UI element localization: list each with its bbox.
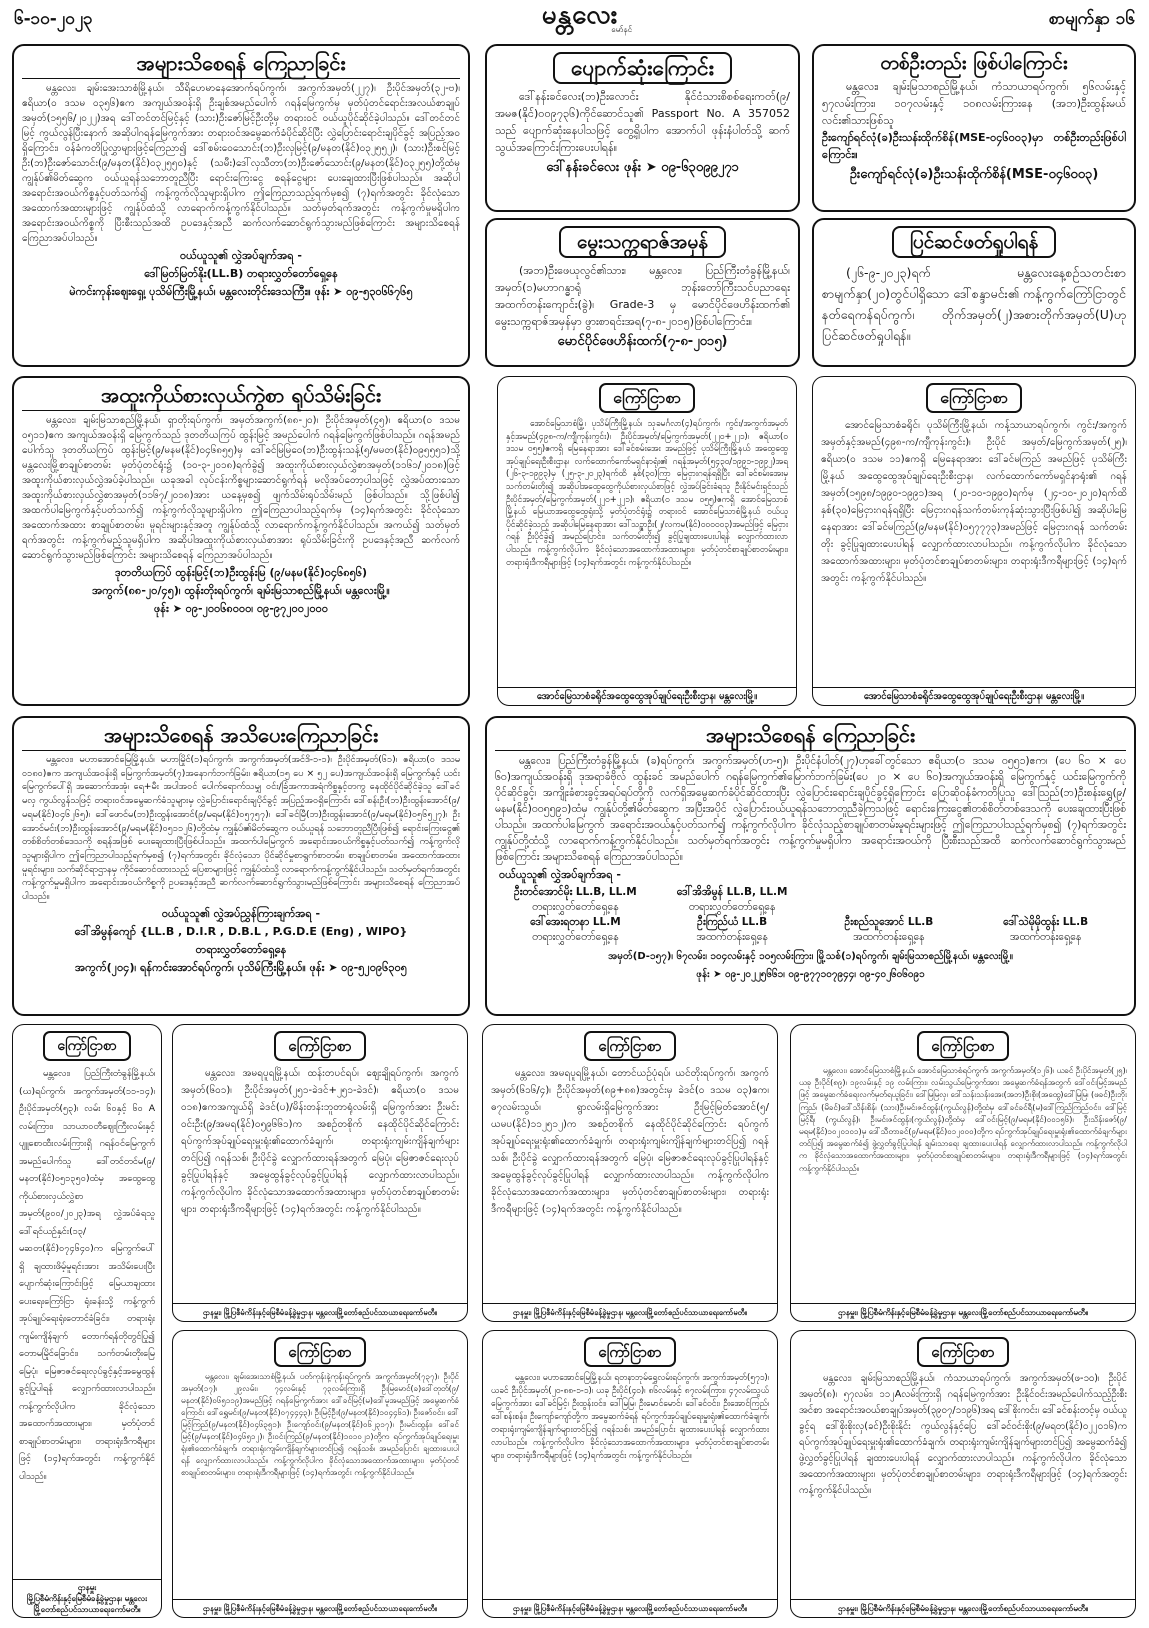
notice-body: မန္တလေး၊ မဟာအောင်မြေမြို့နယ်၊ ရတနာဘုမ်ရွှေလမ်းရပ်ကွက်၊ အကွက်အမှတ်(၅၇၁)၊ ယခင် ဦးပိုင်အမှတ်(၂၀-၈၈-၁-၁)၊ ယခု ဦးပိုင်(၄၀)၊ ၈၆လမ်းနှင့် ၈၇လမ်းကြား၊ ၄၇လမ်းသွယ်မြေကွက်အား ဒေါ်ခင်မြင့်၊ ဦးထွန်းဝင်း၊ ဒေါ်မြမြ၊ ဦးမောင်မောင်၊ ဒေါ်ခင်ဝင်း၊ ဦးအောင်ကြည်၊ ဒေါ်စန်းစန်း၊ ဦးကျော်ကျော်တို့က အမွေဆက်ခံရန် ရပ်ကွက်အုပ်ချုပ်ရေးမှူးရုံး၏ထောက်ခံချက်၊ တရားရုံးကျမ်းကျိန်ချက်များတင်ပြ၍ ဂရန်သစ်၊ အမည်ပြောင်း ချထားပေးပါရန် လျှောက်ထားလာပါသည်။ ကန့်ကွက်လိုပါက ခိုင်လုံသောအထောက်အထားများ၊ မှတ်ပုံတင်စာချုပ်စာတမ်းများ၊ တရားရုံးဒီကရီများဖြင့် (၁၄)ရက်အတွင်း ကန့်ကွက်နိုင်ပါသည်။ — [491, 1372, 769, 1460]
lawyer-entry — [811, 885, 968, 915]
notice-advertisement-e2 — [172, 1330, 468, 1618]
notice-body: မန္တလေး၊ ပြည်ကြီးတံခွန်မြို့နယ်၊ (ခ)ရပ်ကွက်၊ အကွက်အမှတ်(ဟ-၅)၊ ဦးပိုင်နံပါတ်(၂၇)ဟုခေါ်တွင်သော ဧရိယာ(၀ ဒသမ ၀၅၅၁)ဧက၊ (ပေ ၆၀ × ပေ ၆၀)အကျယ်အဝန်းရှိ ဒုအရာခံဗိုလ် ထွန်းခင် အမည်ပေါက် ဂရန်မြေကွက်၏မြောက်ဘက်ခြမ်း(ပေ ၂၀ × ပေ ၆၀)အကျယ်အဝန်းရှိ မြေကွက်နှင့် ယင်းမြေကွက်ကိုပိုင်ဆိုင်ခွင့်၊ အကျိုးခံစားခွင့်အရပ်ရပ်တို့ကို လက်ရှိအမွေဆက်ခံပိုင်ဆိုင်ထားပြီး လွှဲပြောင်းရောင်းချပိုင်ခွင့်ရှိကြောင်း ပြောဆိုဝန်ခံကတိပြုသူ ဒေါ်သြည်(ဘ)ဦးစန်းရွှေ(၉/မနမ(နိုင်)၀၀၅၅၉၁)ထံမှ ကျွန်ုပ်တို့၏မိတ်ဆွေက အပြီးအပိုင် လွှဲပြောင်းဝယ်ယူရန်သဘောတူညီခဲ့ကြသဖြင့် ရောင်းကြေးငွေ၏တစ်စိတ်တစ်ဒေသကို ပေးချေထားပြီးဖြစ်ပါသည်။ အထက်ပါမြေကွက် အရောင်းအဝယ်နှင့်ပတ်သက်၍ ကန့်ကွက်လိုပါက ခိုင်လုံသည့်စာချုပ်စာတမ်းမူရင်းများဖြင့် ဤကြေညာပါသည့်ရက်မှစ၍ (၇)ရက်အတွင်း ကျွန်ုပ်တို့ထံသို့ လာရောက်ကန့်ကွက်နိုင်ပါသည်။ သတ်မှတ်ရက်အတွင်း ကန့်ကွက်မှုမရှိပါက အရောင်းအဝယ်ကို ပြီးစီးသည်အထိ ဆက်လက်ဆောင်ရွက်သွားမည်ဖြစ်ကြောင်း အများသိစေရန် ကြေညာအပ်ပါသည်။ — [495, 755, 1126, 863]
notice-title: မွေးသက္ကရာဇ်အမှန် — [559, 226, 726, 258]
lawyer-address: မဲကင်းကုန်းဈေးရှေ့၊ ပုသိမ်ကြီးမြို့နယ်၊ မန္တလေးတိုင်းဒေသကြီး။ ဖုန်း ➤ ၀၉-၅၃၀၆၆၇၆၅ — [69, 285, 413, 298]
signature-line: ဝယ်ယူသူ၏ လွှဲအပ်ချက်အရ - — [499, 868, 621, 881]
notice-body: ဒေါ်နန်းခင်လေး(ဘ)ဦးလောင်း နိုင်ငံသားစိစစ်ရေးကတ်(၉/အမဇ(နိုင်)၀၀၉၇၃၆)ကိုင်ဆောင်သူ၏ Passport No. A 357052 သည် ပျောက်ဆုံးနေပါသဖြင့် တွေ့ရှိပါက အောက်ပါ ဖုန်းနံပါတ်သို့ ဆက်သွယ်အကြောင်းကြားပေးပါရန်။ — [495, 90, 790, 154]
notice-public-announcement-3 — [485, 716, 1136, 1016]
notice-body: (၂၆-၉-၂၀၂၃)ရက် မန္တလေးနေ့စဉ်သတင်းစာ စာမျက်နှာ(၂၀)တွင်ပါရှိသော ဒေါ်စန္ဒာမင်း၏ ကန့်ကွက်ကြော်ငြာတွင် နတ်ရေကန်ရပ်ကွက်၊ တိုက်အမှတ်(၂)အစားတိုက်အမှတ်(U)ဟု ပြင်ဆင်ဖတ်ရှုပါရန်။ — [822, 265, 1126, 343]
notice-correction — [812, 218, 1136, 367]
lawyer-entry: ဒေါ်သဲမိုမိုထွန်း LL.B အထက်တန်းရှေ့နေ — [1003, 916, 1089, 943]
notice-public-announcement-1 — [12, 44, 470, 367]
lawyer-entry: ဒေါ်အိအိမွန် LL.B, LL.M တရားလွှတ်တော်ရှေ့နေ — [676, 886, 788, 913]
lawyer-name: ဒေါ်အိမွန်ကျော် {LL.B , D.I.R , D.B.L , P.G.D.E (Eng) , WIPO} — [74, 924, 408, 938]
signature-line: ဝယ်ယူသူ၏ လွှဲအပ်ချက်အရ - — [180, 249, 302, 262]
notice-advertisement-e3 — [482, 1330, 778, 1618]
page-number: စာမျက်နှာ ၁၆ — [1048, 9, 1135, 29]
notice-title: ပျောက်ဆုံးကြောင်း — [553, 52, 732, 84]
notice-title: ကြော်ငြာစာ — [917, 1337, 1008, 1367]
notice-lost-passport — [485, 44, 800, 212]
notice-title: အများသိစေရန် ကြေညာခြင်း — [705, 723, 915, 747]
notice-advertisement-d2 — [172, 1024, 468, 1322]
notice-advertisement-d1 — [12, 1024, 162, 1618]
notice-title: ကြော်ငြာစာ — [926, 383, 1022, 413]
divider — [22, 750, 460, 751]
lawyer-entry: ဦးတင်အောင်မိုး LL.B, LL.M တရားလွှတ်တော်ရှေ့နေ — [513, 886, 637, 913]
notice-body: မန္တလေး၊ ချမ်းအေးသာစံမြို့နယ်၊ သီရိဟေမာနေအောက်ရပ်ကွက်၊ အကွက်အမှတ်(၂၂၇)၊ ဦးပိုင်အမှတ်(၃၂-ဗ)၊ ဧရိယာ(၀ ဒသမ ၀၃၅၆)ဧက အကျယ်အဝန်းရှိ ဦးချစ်အမည်ပေါက် ဂရန်မြေကွက်မှ မှတ်ပုံတင်ရောင်းအလယ်စာချုပ်အမှတ်(၁၅၅၆/၂၀၂၂)အရ ဒေါ်တင်တင်မြင့်နှင့် (သား)ဦးဇော်မြင့်ဦးတို့မှ တရားဝင် ဝယ်ယူပိုင်ဆိုင်ခဲ့ပါသည်။ ဒေါ်တင်တင်မြင့် ကွယ်လွန်ပြီးနောက် အဆိုပါဂရန်မြေကွက်အား တရားဝင်အမွေဆက်ခံပိုင်ဆိုင်ပြီး လွှဲပြောင်းရောင်းချပိုင်ခွင့် အပြည့်အဝရှိကြောင်း၊ ဝန်ခံကတိပြုလွှာများဖြင့်ကြေညာ၍ ဒေါ်စမ်းဝေသောင်း(ဘ)ဦးလှမြင့်(၉/မနတ(နိုင်)၀၃၂၅၅၂)၊ (သား)ဦးစင်မြင့်ဦး(ဘ)ဦးဇော်သောင်း(၉/မနတ(နိုင်)၀၃၂၅၅၀)နှင့် (သမီး)ဒေါ်လှသီတာ(ဘ)ဦးဇော်သောင်း(၉/မနတ(နိုင်)၀၃၂၅၅)တို့ထံမှ ကျွန်ုပ်၏မိတ်ဆွေက ဝယ်ယူရန်သဘောတူညီပြီး ရောင်းကြေးငွေ စရန်ငွေများ ပေးချေထားပြီးဖြစ်ပါသည်။ အဆိုပါအရောင်းအဝယ်ကိစ္စနှင့်ပတ်သက်၍ ကန့်ကွက်လိုသူများရှိပါက ဤကြေညာသည့်ရက်မှစ၍ (၇)ရက်အတွင်း ခိုင်လုံသောအထောက်အထားများဖြင့် ကျွန်ုပ်ထံသို့ လာရောက်ကန့်ကွက်နိုင်ပါသည်။ သတ်မှတ်ရက်အတွင်း ကန့်ကွက်မှုမရှိပါက အရောင်းအဝယ်ကိစ္စကို ပြီးစီးသည်အထိ ဥပဒေနှင့်အညီ ဆက်လက်ဆောင်ရွက်သွားမည်ဖြစ်ကြောင်း အများသိစေရန် ကြေညာအပ်ပါသည်။ — [22, 83, 460, 244]
notice-footer: ဌာနမှူး၊ မြို့ပြစီမံကိန်းနှင့်မြေစီမံခန့်ခွဲမှုဌာန၊ မန္တလေးမြို့တော်စည်ပင်သာယာရေးကော်မတီ။ — [173, 1599, 467, 1617]
page-header — [10, 0, 1139, 42]
notice-footer: အောင်မြေသာစံခရိုင်အထွေထွေအုပ်ချုပ်ရေးဦးစီးဌာန၊ မန္တလေးမြို့။ — [813, 687, 1135, 705]
notice-revoke-power-of-attorney — [12, 376, 470, 706]
notice-body: အောင်မြေသာစံခရိုင်၊ ပုသိမ်ကြီးမြို့နယ်၊ ကန့်သာယာရပ်ကွက်၊ ကွင်း/အကွက်အမှတ်နှင့်အမည်(၄၉၈-က/ကျီကုန်းကွင်း)၊ ဦးပိုင် အမှတ်/မြေကွက်အမှတ်(၂၅)၊ ဧရိယာ(၀ ဒသမ ၁၁)ဧကရှိ မြေနေရာအား ဒေါ်ခင်မကြည် အမည်ဖြင့် ပုသိမ်ကြီးမြို့နယ် အထွေထွေအုပ်ချုပ်ရေးဦးစီးဌာန၊ လက်ထောက်ကော်မရှင်နာရုံး၏ ဂရန်အမှတ်(၁၅၉၈/၁၉၉၀-၁၉၉၁)အရ (၂၀-၁၀-၁၉၉၀)ရက်မှ (၂၄-၁၀-၂၀၂၀)ရက်ထိ နှစ်(၃၀)မြေငှားဂရန်ရရှိပြီး မြေငှားဂရန်သက်တမ်းကုန်ဆုံးသွားပြီးဖြစ်ပါ၍ အဆိုပါမြေနေရာအား ဒေါ်ခင်မကြည်(၉/မနမ(နိုင်)၀၅၇၇၇၃)အမည်ဖြင့် မြေငှားဂရန် သက်တမ်းတိုး ခွင့်ပြုချထားပေးပါရန် လျှောက်ထားလာပါသည်။ ကန့်ကွက်လိုပါက ခိုင်လုံသောအထောက်အထားများ၊ မှတ်ပုံတင်စာချုပ်စာတမ်းများ၊ တရားရုံးဒီကရီများဖြင့် (၁၄)ရက်အတွင်း ကန့်ကွက်နိုင်ပါသည်။ — [821, 420, 1127, 584]
lawyer-phone: ဖုန်း ➤ ၀၉-၂၀၂၂၅၆၆၁၊ ၀၉-၉၇၇၁၀၇၉၄၄၊ ၀၉-၄၀၂၆၀၆၀၉၁ — [696, 969, 925, 980]
notice-title: ပြင်ဆင်ဖတ်ရှုပါရန် — [892, 226, 1057, 258]
notice-body: မန္တလေး၊ အောင်မြေသာစံမြို့နယ်၊ အောင်မြေသာစံရပ်ကွက်၊ အကွက်အမှတ်(၁၂၆)၊ ယခင် ဦးပိုင်အမှတ်(၂၅)၊ ယခု ဦးပိုင်(၈၉)၊ ၁၉လမ်းနှင့် ၁၉ လမ်းကြား၊ လမ်းသွယ်မြေကွက်အား အမွေဆက်ခံရန်အတွက် ဒေါ်ဝင်းမြင့်အမည်ဖြင့် အမွေဆက်ခံရေးလက်မှတ်ရယူခြင်း၊ ဒေါ်မြမြလှ၊ ဒေါ်သန်းသန်းအေး(အဘ)ဦးစိုး(အထွေ)ဒေါ်မြမြ၊ (ဖခင်)ဦးဘိုးကြည်၊ (မိခင်)ဒေါ်သိန်းစိန်၊ (သား)ဦးမင်းဇင်ထွန်း(ကွယ်လွန်)တို့ထံမှ ဒေါ်ခင်ခင်ရီ(မ)ဒေါ်ကြည်ကြည်ဝင်း၊ ဒေါ်မြင့်မြင့်ရီ၊ (ကွယ်လွန်)၊ ဦးမင်းဇင်ထွန်း(ကွယ်လွန်)တို့ထံမှ ဒေါ်ဝင်းမြင့်(၉/မရမ(နိုင်)၀၀၁၅၆)၊ ဦးသိန်းဇော်(၉/မရမ(နိုင်)၁၀၂၀၁၀၁)မှ ဒေါ်သီတာခင်(၉/မရမ(နိုင်)၀၁၂၀၀၀)တို့က ရပ်ကွက်အုပ်ချုပ်ရေးမှူးရုံး၏ထောက်ခံချက်များတင်ပြ၍ အမွေဆက်ခံ၍ ဖွဲ့လွှတ်ခွင့်ပြုပါရန် ချမ်းသာရေး ချထားပေးပါရန် လျှောက်ထားလာပါသည်။ ကန့်ကွက်လိုပါက ခိုင်လုံသောအထောက်အထားများ၊ မှတ်ပုံတင်စာချုပ်စာတမ်းများ၊ တရားရုံးဒီကရီများဖြင့် (၁၄)ရက်အတွင်း ကန့်ကွက်နိုင်ပါသည်။ — [799, 1066, 1127, 1173]
notice-body: မန္တလေး၊ အမရပူရမြို့နယ်၊ တောင်ယဉ်ပုံရပ်၊ ယင်တိုးရပ်ကွက်၊ အကွက်အမှတ်(၆၁၆/၄)၊ ဦးပိုင်အမှတ်(၈၉+၈၈)အတွင်းမှ ခဲဒင်(၀ ဒသမ ၀၃)ဧက၊ ဓ၇လမ်းသွယ်၊ ရွာလမ်းရှိမြေကွက်အား ဦးမြင့်မြတ်အောင်(၅/ယမပ(နိုင်)၁၁၂၅၁၂)က အစဉ်တစိုက် နေထိုင်ပိုင်ဆိုင်ကြောင်း ရပ်ကွက်အုပ်ချုပ်ရေးမှူးရုံး၏ထောက်ခံချက်၊ တရားရုံးကျမ်းကျိန်ချက်များတင်ပြ၍ ဂရန်သစ်၊ ဦးပိုင်ခွဲ လျှောက်ထားရန်အတွက် မြေပုံ၊ မြေဇာဇင်ရေးလုပ်ခွင့်ပြုပါရန်နှင့် အမွေထွန်ခွင့်လုပ်ခွင့်ပြုပါရန် လျှောက်ထားလာပါသည်။ ကန့်ကွက်လိုပါက ခိုင်လုံသောအထောက်အထားများ၊ မှတ်ပုံတင်စာချုပ်စာတမ်းများ၊ တရားရုံးဒီကရီများဖြင့် (၁၄)ရက်အတွင်း ကန့်ကွက်နိုင်ပါသည်။ — [491, 1068, 769, 1215]
notice-title: ကြော်ငြာစာ — [599, 383, 695, 413]
signature-name: ဒုတတိယကြပ် ထွန်းမြင့်(ဘ)ဦးထွန်းမြ (၉/မနမ(နိုင်)၀၄၆၈၅၆) — [114, 566, 368, 579]
notice-title: ကြော်ငြာစာ — [43, 1031, 130, 1061]
notice-same-person — [812, 44, 1136, 212]
lawyer-entry — [967, 885, 1124, 915]
notice-advertisement-b3 — [812, 376, 1136, 706]
lawyer-name: ဒေါ်မြတ်မြတ်နိုး(LL.B) တရားလွှတ်တော်ရှေ့နေ — [144, 267, 338, 280]
divider — [22, 410, 460, 411]
notice-body: (အဘ)ဦးဖေယုလွင်၏သား၊ မန္တလေး၊ ပြည်ကြီးတံခွန်မြို့နယ်၊ အမှတ်(၁)မဟာဂန္ဓာရုံ ဘုန်းတော်ကြီးသင်ပညာရေး အထက်တန်းကျောင်း(ခွဲ)၊ Grade-3 မှ မောင်ပိုင်ဖေဟိန်းထက်၏ မွေးသက္ကရာဇ်အမှန်မှာ ဖွားစာရင်းအရ(၇-၈-၂၀၁၅)ဖြစ်ပါကြောင်း။ — [495, 264, 790, 328]
notice-body: မန္တလေး၊ ပြည်ကြီးတံခွန်မြို့နယ်၊ (ဃ)ရပ်ကွက်၊ အကွက်အမှတ်(၁၁-၁၄)၊ ဦးပိုင်အမှတ်(၅၃)၊ လမ်း ၆၀နှင့် ၆၀ A လမ်းကြား၊ သာယာဝတီဈေးကြီးလမ်းနှင့် ပျူစောထီးလမ်းကြားရှိ ဂရန်ဝင်မြေကွက်အမည်ပေါက်သူ ဒေါ်တင်တင်မ(၉/မနတ(နိုင်)၀၅၁၃၅၀)ထံမှ အထွေထွေကိုယ်စားလှယ်လွှဲစာအမှတ်(၉၀၀/၂၀၂၃)အရ လွှဲအပ်ခံရသူ ဒေါ်ရင်ယဉ်နှင်း(၁၃/မဆတ(နိုင်)၀၇၄၆၄၀)က မြေကွက်ပေါ်ရှိ ချထားဖိမ့်မူရင်းအား အသိမ်းပေးပြီး ပျောက်ဆုံးကြောင်းဖြင့် မြေယာချထားပေးရေးကြော်ငြာ ရုံးခန်းသို့ ကန့်ကွက်အုပ်ချုပ်ရေးရုံးတောင်ခံခြင်း၊ တရားရုံးကျမ်းကျိန်ချက် တောက်ရန်တိုတွင်ပြု၍ တောမမြိုင်ခြောင်း၊ သက်တမ်းတိုးမြေ မြေပုံ၊ မြေဇာဇင်ရေးလုပ်ခွင့်နှင့်အမွေထွန်ခွင့်ပြုပါရန် လျှောက်ထားလာပါသည်။ ကန့်ကွက်လိုပါက ခိုင်လုံသောအထောက်အထားများ၊ မှတ်ပုံတင်စာချုပ်စာတမ်းများ၊ တရားရုံးဒီကရီများဖြင့် (၁၄)ရက်အတွင်း ကန့်ကွက်နိုင်ပါသည်။ — [19, 1068, 155, 1482]
signature-line: ဦးကျော်ရင်လုံ(ခ)ဦးသန်းထိုက်စိန်(MSE-၀၄၆၀၀၃) — [849, 167, 1099, 182]
notice-title: ကြော်ငြာစာ — [584, 1031, 675, 1061]
lawyer-entry: ဦးစည်သူအောင် LL.B အထက်တန်းရှေ့နေ — [844, 916, 934, 943]
lawyer-address: အမှတ်(D-၁၅၇)၊ ၆၇လမ်း၊ ၁၀၄လမ်းနှင့် ၁၀၅လမ်းကြား၊ မြို့သစ်(၁)ရပ်ကွက်၊ ချမ်းမြသာစည်မြို့နယ်၊ မန္တလေးမြို့။ — [608, 951, 1013, 962]
notice-title: ကြော်ငြာစာ — [917, 1031, 1008, 1061]
notice-body: မန္တလေး၊ ချမ်းမြသာစည်မြို့နယ်၊ ကံသာယာရပ်ကွက်၊ အကွက်အမှတ်(ဖ-၁၀)၊ ဦးပိုင်အမှတ်(၈)၊ ၅၇လမ်း၊ ၁၁၂Aလမ်းကြားရှိ ဂရန်မြေကွက်အား ဦးနိုင်ဝင်းအမည်ပေါက်သည့်ဦးစီးအင်စာ အရောင်းအဝယ်စာချုပ်အမှတ်(၃၉၀၇/၁၁၉၆)အရ ဒေါ်စိုးကင်း၊ ဒေါ်ခင်စန်းတင့်မှ ဝယ်ယူခွင့်ရ ဒေါ်စိုးစိုးလှ(ခင်)ဦးစိုးနိုင်း ကွယ်လွန်နှင့်ပြေ ဒေါ်ခင်ဝင်းစိုး(၉/မရတ(နိုင်)၀၂၂၀၁၆)က ရပ်ကွက်အုပ်ချုပ်ရေးမှူးရုံး၏ထောက်ခံချက်၊ တရားရုံးကျမ်းကျိန်ချက်များတင်ပြ၍ အမွေဆက်ခံ၍ ဖွဲ့လွှတ်ခွင့်ပြုပါရန် ချထားပေးပါရန် လျှောက်ထားလာပါသည်။ ကန့်ကွက်လိုပါက ခိုင်လုံသောအထောက်အထားများ၊ မှတ်ပုံတင်စာချုပ်စာတမ်းများ၊ တရားရုံးဒီကရီများဖြင့် (၁၄)ရက်အတွင်း ကန့်ကွက်နိုင်ပါသည်။ — [799, 1373, 1127, 1496]
notice-footer: ဌာနမှူး၊ မြို့ပြစီမံကိန်းနှင့်မြေစီမံခန့်ခွဲမှုဌာန၊ မန္တလေးမြို့တော်စည်ပင်သာယာရေးကော်မတီ။ — [173, 1303, 467, 1321]
masthead-logo — [510, 0, 650, 40]
notice-title: အများသိစေရန် ကြေညာခြင်း — [136, 51, 346, 75]
contact-line: ဒေါ်နန်းခင်လေး ဖုန်း ➤ ၀၉-၆၃၀၉၉၂၇၁ — [546, 160, 739, 175]
notice-advertisement-b2 — [497, 376, 797, 706]
notice-advertisement-d3 — [482, 1024, 778, 1322]
notice-birth-date — [485, 218, 800, 367]
notice-title: ကြော်ငြာစာ — [584, 1337, 675, 1367]
notice-body: မန္တလေး၊ မဟာအောင်မြေမြို့နယ်၊ မဟာမြိုင်(၁)ရပ်ကွက်၊ အကွက်အမှတ်(အင်ဒိ-၁-၁)၊ ဦးပိုင်အမှတ်(၆၁)၊ ဧရိယာ(၀ ဒသမ ၀၁၈၀)ဧက အကျယ်အဝန်းရှိ မြေကွက်အမှတ်(၇)အနောက်ဘက်ခြမ်း၊ ဧရိယာ(၁၅ ပေ × ၅၂ ပေ)အကျယ်အဝန်းရှိ မြေကွက်နှင့် ယင်းမြေကွက်ပေါ်ရှိ အဆောက်အအုံ၊ ရေ+မီး အပါအဝင် ပေါက်ရောက်သမျှ ဝင်း/ခြံအကာအရံကိစ္စနှင့်တကွ နေထိုင်ပိုင်ဆိုင်ခဲ့သူ ဒေါ်ခင်မလှ ကွယ်လွန်သဖြင့် တရားဝင်အမွေဆက်ခံသူများမှ လွှဲပြောင်းရောင်းချပိုင်ခွင့် အပြည့်အဝရှိကြောင်း ဒေါ်စန်းဦး(ဘ)ဦးထွန်းအောင်(၉/မရမ(နိုင်)၀၄၆၂၆၅)၊ ဒေါ်ဖောင်မ(ဘ)ဦးထွန်းအောင်(၉/မရမ(နိုင်)၀၅၇၅၇)၊ ဒေါ်ခင်မြီ(ဘ)ဦးထွန်းအောင်(၉/မရမ(နိုင်)၀၅၆၅၂၇)၊ ဦးအောင်မင်း(ဘ)ဦးထွန်းအောင်(၉/မရမ(နိုင်)၀၅၁၁၂၆)တို့ထံမှ ကျွန်ုပ်၏မိတ်ဆွေက ဝယ်ယူရန် သဘောတူညီပြီးဖြစ်၍ ရောင်းကြေးငွေ၏ တစ်စိတ်တစ်ဒေသကို စရန်အဖြစ် ပေးချေထားပြီးဖြစ်ပါသည်။ အထက်ပါမြေကွက် အရောင်းအဝယ်ကိစ္စနှင့်ပတ်သက်၍ ကန့်ကွက်လိုသူများရှိပါက ဤကြေညာပါသည့်ရက်မှစ၍ (၇)ရက်အတွင်း ခိုင်လုံသော ပိုင်ဆိုင်မှုစာရွက်စာတမ်း၊ စာချုပ်စာတမ်း၊ အထောက်အထားမူရင်းများ၊ သက်ဆိုင်ရာဌာနမှ ကိုင်ဆောင်ထားသည့် ပြေစာများဖြင့် ကျွန်ုပ်ထံသို့ လာရောက်ကန့်ကွက်နိုင်ပါသည်။ သတ်မှတ်ရက်အတွင်း ကန့်ကွက်မှုမရှိပါက အရောင်းအဝယ်ကိစ္စကို ဥပဒေနှင့်အညီ ဆက်လက်ဆောင်ရွက်သွားမည်ဖြစ်ကြောင်း အများသိစေရန် ကြေညာအပ်ပါသည်။ — [22, 754, 461, 903]
notice-footer: ဌာနမှူး မြို့ပြစီမံကိန်းနှင့်မြေစီမံခန့်ခွဲမှုဌာန၊ မန္တလေးမြို့တော်စည်ပင်သာယာရေးကော်မတီ။ — [13, 1579, 161, 1617]
notice-body: မန္တလေး၊ အမရပူရမြို့နယ်၊ ထန်းတပင်ရပ်၊ ဈေးချိုရပ်ကွက်၊ အကွက်အမှတ်(၆၀၁)၊ ဦးပိုင်အမှတ်(၂၅၁-ခဲဒင်+၂၅၁-ခဲဒင်)၊ ဧရိယာ(၀ ဒသမ ၀၁၈)ဧကအကျယ်ရှိ ခဲဒင်(ပ)/မိန်းတန်းဘူတာရုံလမ်းရှိ မြေကွက်အား ဦးမင်းဝင်းဦး(၉/အမရ(နိုင်)၀၅၉၆၆၁)က အစဉ်တစိုက် နေထိုင်ပိုင်ဆိုင်ကြောင်း ရပ်ကွက်အုပ်ချုပ်ရေးမှူးရုံး၏ထောက်ခံချက်၊ တရားရုံးကျမ်းကျိန်ချက်များတင်ပြ၍ ဂရန်သစ်၊ ဦးပိုင်ခွဲ လျှောက်ထားရန်အတွက် မြေပုံ၊ မြေဇာဇင်ရေးလုပ်ခွင့်ပြုပါရန်နှင့် အမွေထွန်ခွင့်လုပ်ခွင့်ပြုပါရန် လျှောက်ထားလာပါသည်။ ကန့်ကွက်လိုပါက ခိုင်လုံသောအထောက်အထားများ၊ မှတ်ပုံတင်စာချုပ်စာတမ်းများ၊ တရားရုံးဒီကရီများဖြင့် (၁၄)ရက်အတွင်း ကန့်ကွက်နိုင်ပါသည်။ — [181, 1068, 459, 1215]
masthead-title: မန္တလေး — [541, 0, 619, 30]
notice-title: တစ်ဦးတည်း ဖြစ်ပါကြောင်း — [880, 52, 1068, 74]
notice-title: ကြော်ငြာစာ — [274, 1031, 365, 1061]
notice-advertisement-d4 — [790, 1024, 1136, 1322]
notice-highlight: ဦးကျော်ရင်လုံ(ခ)ဦးသန်းထိုက်စိန်(MSE-၀၄၆၀၀၃)မှာ တစ်ဦးတည်းဖြစ်ပါကြောင်း။ — [822, 131, 1126, 161]
divider — [22, 78, 460, 79]
signature-phone: ဖုန်း ➤ ၀၉-၂၀၀၆၈၀၀၀၊ ၀၉-၉၇၂၀၀၂၀၀၀ — [153, 602, 329, 615]
notice-body: မန္တလေး၊ ချမ်းအေးသာစံမြို့နယ်၊ ပတ်ကုန်းနဲ့ကုန်းရပ်ကွက်၊ အကွက်အမှတ်(၇၃၇)၊ ဦးပိုင်အမှတ်(၁၇)၊ ၂၉လမ်း၊ ၇၄လမ်းနှင့် ၇၃လမ်းကြားရှိ ဦးမြမောင်(ခ)ဒေါ်တုတ်(၉/မနတ(နိုင်)၀၆၅၁၁၉)အမည်ဖြင့် ဂရန်မြေကွက်အား ဒေါ်ခင်မြင့်(မ)ဒေါ်မူအမည်ဖြင့် အမွေဆက်ခံကြောင်း ဒေါ်ရွှေမင်း(၉/မနတ(နိုင်)၀၇၄၄၄၃)၊ ဦးမြင့်ဦး(၉/မနတ(နိုင်)၁၀၄၄၆၁)၊ ဦးဇော်ဝင်း၊ ဒေါ်မြင့်ကြည်(၉/မနတ(နိုင်)၀၄၆၃၅၁)၊ ဦးကျော်ဝင်း(၉/မနတ(နိုင်)၀၆၂၃၁၇)၊ ဦးမင်းထွန်း၊ ဒေါ်ခင်မြင့်(၉/မနတ(နိုင်)၀၄၆၅၁၂)၊ ဦးဝင်းကြည်(၉/မနတ(နိုင်)၁၀၁၀၂၁)တို့က ရပ်ကွက်အုပ်ချုပ်ရေးမှူးရုံး၏ထောက်ခံချက်၊ တရားရုံးကျမ်းကျိန်ချက်များတင်ပြ၍ ဂရန်သစ်၊ အမည်ပြောင်း ချထားပေးပါရန် လျှောက်ထားလာပါသည်။ ကန့်ကွက်လိုပါက ခိုင်လုံသောအထောက်အထားများ၊ မှတ်ပုံတင်စာချုပ်စာတမ်းများ၊ တရားရုံးဒီကရီများဖြင့် (၁၄)ရက်အတွင်း ကန့်ကွက်နိုင်ပါသည်။ — [181, 1372, 459, 1477]
lawyer-entry: ဦးကြည်ယံ LL.B အထက်တန်းရှေ့နေ — [696, 916, 768, 943]
lawyer-entry: ဒေါ်အေးရတနာ LL.M တရားလွှတ်တော်ရှေ့နေ — [530, 916, 621, 943]
notice-body: မန္တလေး၊ ချမ်းမြသာစည်မြို့နယ်၊ ကံသာယာရပ်ကွက်၊ ၅၆လမ်းနှင့် ၅၇လမ်းကြား၊ ၁၀၇လမ်းနှင့် ၁၀၈လမ်းကြားနေ (အဘ)ဦးထွန်းမယ်လင်း၏သားဖြစ်သူ — [822, 80, 1126, 127]
notice-public-announcement-2 — [12, 716, 470, 1016]
notice-footer: ဌာနမှူး၊ မြို့ပြစီမံကိန်းနှင့်မြေစီမံခန့်ခွဲမှုဌာန၊ မန္တလေးမြို့တော်စည်ပင်သာယာရေးကော်မတီ။ — [483, 1303, 777, 1321]
signature-address: အကွက်(၈၈-၂၀/၄၅)၊ ထွန်းတိုးရပ်ကွက်၊ ချမ်းမြသာစည်မြို့နယ်၊ မန္တလေးမြို့။ — [92, 584, 390, 597]
notice-footer: အောင်မြေသာစံခရိုင်အထွေထွေအုပ်ချုပ်ရေးဦးစီးဌာန၊ မန္တလေးမြို့။ — [498, 687, 796, 705]
lawyer-list — [487, 883, 1134, 947]
notice-footer: ဌာနမှူး၊ မြို့ပြစီမံကိန်းနှင့်မြေစီမံခန့်ခွဲမှုဌာန၊ မန္တလေးမြို့တော်စည်ပင်သာယာရေးကော်မတီ။ — [791, 1303, 1135, 1321]
notice-body: မန္တလေး၊ ချမ်းမြသာစည်မြို့နယ်၊ ရှာတိုးရပ်ကွက်၊ အမှတ်အကွက်(၈၈-၂၀)၊ ဦးပိုင်အမှတ်(၄၅)၊ ဧရိယာ(၀ ဒသမ ၀၅၁၁)ဧက အကျယ်အဝန်းရှိ မြေကွက်သည် ဒုတတိယကြပ် ထွန်းမြင့် အမည်ပေါက် ဂရန်မြေကွက်ဖြစ်ပါသည်။ ဂရန်အမည်ပေါက်သူ ဒုတတိယကြပ် ထွန်းမြင့်(၉/မနမ(နိုင်)၀၄၆၈၅၅)မှ ဒေါ်ခင်မြမြဝေ(ဘ)ဦးထွန်းသန့်(၅/မမတ(နိုင်)၀၉၅၅၅၁)သို့ မန္တလေးမြို့စာချုပ်စာတမ်း မှတ်ပုံတင်ရုံး၌ (၁၀-၃-၂၀၁၈)ရက်ခွဲ၍ အထူးကိုယ်စားလှယ်လွှဲစာအမှတ်(၁၁၆၁/၂၀၁၈)ဖြင့် အထူးကိုယ်စားလှယ်လွှဲအပ်ခဲ့ပါသည်။ ယခုအခါ လုပ်ငန်းကိစ္စများဆောင်ရွက်ရန် မလိုအပ်တော့ပါသဖြင့် လွှဲအပ်ထားသော အထူးကိုယ်စားလှယ်လွှဲစာအမှတ်(၁၁၆၇/၂၀၁၈)အား ယနေ့မှစ၍ ဖျက်သိမ်းရုပ်သိမ်းမည် ဖြစ်ပါသည်။ သို့ဖြစ်ပါ၍ အထက်ပါမြေကွက်နှင့်ပတ်သက်၍ ကန့်ကွက်လိုသူများရှိပါက ဤကြေညာပါသည့်ရက်မှ (၁၄)ရက်အတွင်း ခိုင်လုံသောအထောက်အထား စာချုပ်စာတမ်း၊ မူရင်းများနှင့်အတူ ကျွန်ုပ်ထံသို့ လာရောက်ကန့်ကွက်နိုင်ပါသည်။ အကယ်၍ သတ်မှတ်ရက်အတွင်း ကန့်ကွက်မည့်သူမရှိပါက အဆိုပါအထူးကိုယ်စားလှယ်စာအား ရုပ်သိမ်းခြင်းကို ဥပဒေနှင့်အညီ ဆက်လက်ဆောင်ရွက်သွားမည်ဖြစ်ကြောင်း အများသိစေရန် ကြေညာအပ်ပါသည်။ — [22, 415, 460, 561]
lawyer-address: အကွက်(၂၀၄)၊ ရန်ကင်းအောင်ရပ်ကွက်၊ ပုသိမ်ကြီးမြို့နယ်။ ဖုန်း ➤ ၀၉-၅၂၀၉၆၃၀၅ — [75, 960, 407, 974]
masthead-subtitle: မော်နင် — [611, 25, 632, 34]
notice-advertisement-e4 — [790, 1330, 1136, 1618]
notice-title: အထူးကိုယ်စားလှယ်ကွဲစာ ရုပ်သိမ်းခြင်း — [101, 383, 381, 407]
divider — [495, 750, 1126, 751]
notice-title: ကြော်ငြာစာ — [274, 1337, 365, 1367]
signature-line: ဝယ်ယူသူ၏ လွှဲအပ်ညွှန်ကြားချက်အရ - — [161, 906, 321, 920]
notice-title: အများသိစေရန် အသိပေးကြေညာခြင်း — [103, 723, 379, 747]
issue-date: ၆-၁၀-၂၀၂၃ — [14, 9, 93, 29]
notice-footer: ဌာနမှူး၊ မြို့ပြစီမံကိန်းနှင့်မြေစီမံခန့်ခွဲမှုဌာန၊ မန္တလေးမြို့တော်စည်ပင်သာယာရေးကော်မတီ။ — [483, 1599, 777, 1617]
notice-body: အောင်မြေသာစံမြို့၊ ပုသိမ်ကြီးမြို့နယ်၊ သုခမင်္ဂလာ(၄)ရပ်ကွက်၊ ကွင်း/အကွက်အမှတ်နှင့်အမည်(၄၉၈-က/ကျီကုန်းကွင်း)၊ ဦးပိုင်အမှတ်/မြေကွက်အမှတ်(၂၂၀+၂၂၁)၊ ဧရိယာ(၀ ဒသမ ၀၅၅)ဧကရှိ မြေနေရာအား ဒေါ်ခင်စမ်းအေး အမည်ဖြင့် ပုသိမ်ကြီးမြို့နယ် အထွေထွေအုပ်ချုပ်ရေးဦးစီးဌာန၊ လက်ထောက်ကော်မရှင်နာရုံး၏ ဂရန်အမှတ်(၅၄၃၀/၁၉၉၁-၁၉၉၂)အရ (၂၆-၃-၁၉၉၃)မှ (၂၅-၃-၂၀၂၃)ရက်ထိ နှစ်(၃၀)ကြာ မြေငှားဂရန်ရရှိပြီး ဒေါ်ခင်စမ်းအေးမှ သက်တမ်းတိုး၍ အဆိုပါအထွေထွေကိုယ်စားလှယ်စာဖြင့် လွှဲအပ်ခြင်းခံရသူ ဦးနိုင်မင်းရှင်သည် ဦးပိုင်အမှတ်/မြေကွက်အမှတ်(၂၂၀+၂၂၁)၊ ဧရိယာ(၀ ဒသမ ၀၅၅)ဧကရှိ အောင်မြေသာစံမြို့နယ် မြေယာအထွေထွေရုံးသို့ မှတ်ပုံတင်ရုံး၌ တရားဝင် အောင်မြေသာစံမြို့နယ် ဝယ်ယူပိုင်ဆိုင်ခဲ့သည့် အဆိုပါမြေနေရာအား ဒေါ်သဥ္ဇာဦး(၂/လကမ(နိုင်)၀၀၀၀၀၃)အမည်ဖြင့် မြေငှားဂရန် ဦးပိုင်ခွဲ၍ အမည်ပြောင်း၊ သက်တမ်းတိုး၍ ခွင့်ပြုချထားပေးပါရန် လျှောက်ထားလာပါသည်။ ကန့်ကွက်လိုပါက ခိုင်လုံသောအထောက်အထားများ၊ မှတ်ပုံတင်စာချုပ်စာတမ်းများ၊ တရားရုံးဒီကရီများဖြင့် (၁၄)ရက်အတွင်း ကန့်ကွက်နိုင်ပါသည်။ — [506, 418, 788, 567]
signature-line: မောင်ပိုင်ဖေဟိန်းထက်(၇-၈-၂၀၁၅) — [557, 334, 728, 349]
lawyer-title: တရားလွှတ်တော်ရှေ့နေ — [195, 942, 287, 956]
notice-footer: ဌာနမှူး၊ မြို့ပြစီမံကိန်းနှင့်မြေစီမံခန့်ခွဲမှုဌာန၊ မန္တလေးမြို့တော်စည်ပင်သာယာရေးကော်မတီ။ — [791, 1599, 1135, 1617]
